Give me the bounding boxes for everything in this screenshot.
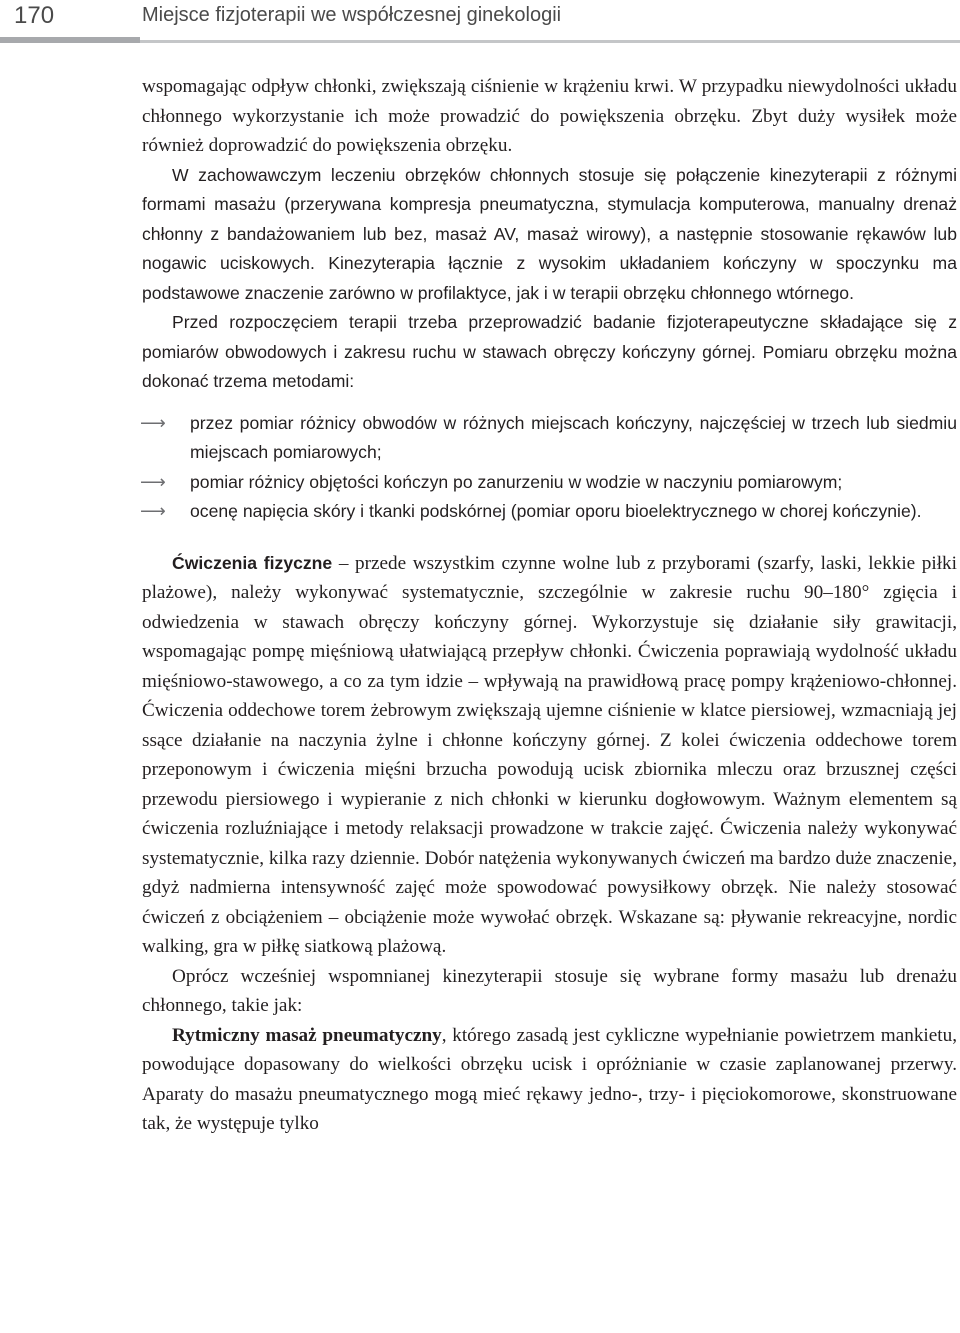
list-item-text: przez pomiar różnicy obwodów w różnych miejscach kończyny, najczęściej w trzech lub siedmiu miejscach pomiarowych; — [190, 412, 957, 462]
paragraph-1: wspomagając odpływ chłonki, zwiększają ciśnienie w krążeniu krwi. W przypadku niewydolności układu chłonnego wykorzystanie ich może prowadzić do powiększenia obrzęku. Zbyt duży wysiłek może również doprowadzić do powiększenia obrzęku. — [142, 76, 957, 156]
header-rule-thick — [0, 37, 140, 43]
page-header — [0, 0, 960, 44]
measurement-methods-list — [0, 409, 957, 527]
paragraph-3: Przed rozpoczęciem terapii trzeba przeprowadzić badanie fizjoterapeutyczne składające się z pomiarów obwodowych i zakresu ruchu w stawach obręczy kończyny górnej. Pomiaru obrzęku można dokonać trzema metodami: — [142, 312, 957, 391]
exercises-text: – przede wszystkim czynne wolne lub z przyborami (szarfy, laski, lekkie piłki plażowe), należy wykonywać systematycznie, szczególnie w zakresie ruchu 90–180° zgięcia i odwiedzenia w stawach obręczy kończyny górnej. Wykorzystuje się działanie siły grawitacji, wspomagając pompę mięśniową ułatwiającą przepływ chłonki. Ćwiczenia poprawiają wydolność układu mięśniowo-stawowego, a co za tym idzie – wpływają na prawidłową pracę pompy krążeniowo-chłonnej. Ćwiczenia oddechowe torem żebrowym zwiększają ujemne ciśnienie w klatce piersiowej, wzmacniają jej ssące działanie na naczynia żylne i chłonne kończyny górnej. Z kolei ćwiczenia oddechowe torem przeponowym i ćwiczenia mięśni brzucha powodują ucisk zbiornika mleczu oraz brzusznej części przewodu piersiowego i wypieranie z nich chłonki w kierunku dogłowowym. Ważnym elementem są ćwiczenia rozluźniające i metody relaksacji prowadzone w trakcie zajęć. Ćwiczenia należy wykonywać systematycznie, kilka razy dziennie. Dobór natężenia wykonywanych ćwiczeń ma bardzo duże znaczenie, gdyż nadmierna intensywność zajęć może spowodować powysiłkowy obrzęk. Nie należy stosować ćwiczeń z obciążeniem – obciążenie może wywołać obrzęk. Wskazane są: pływanie rekreacyjne, nordic walking, gra w piłkę siatkową plażową. — [142, 552, 957, 957]
list-item — [0, 409, 957, 468]
paragraph-2: W zachowawczym leczeniu obrzęków chłonnych stosuje się połączenie kinezyterapii z różnymi formami masażu (przerywana kompresja pneumatyczna, stymulacja komputerowa, manualny drenaż chłonny z bandażowaniem lub bez, masaż AV, masaż wirowy), a następnie stosowanie rękawów lub nogawic uciskowych. Kinezyterapia łącznie z wysokim układaniem kończyny w spoczynku ma podstawowe znaczenie zarówno w profilaktyce, jak i w terapii obrzęku chłonnego wtórnego. — [142, 164, 957, 303]
header-rule-thin — [140, 40, 960, 43]
paragraph-exercises — [142, 549, 957, 962]
list-item-text: pomiar różnicy objętości kończyn po zanurzeniu w wodzie w naczyniu pomiarowym; — [190, 471, 843, 492]
arrow-right-icon: ⟶ — [140, 501, 166, 522]
paragraph-pneumatic — [142, 1021, 957, 1139]
page-number: 170 — [14, 2, 55, 29]
arrow-right-icon: ⟶ — [140, 471, 166, 493]
paragraph-massage-forms: Oprócz wcześniej wspomnianej kinezyterapii stosuje się wybrane formy masażu lub drenażu chłonnego, takie jak: — [142, 965, 957, 1016]
page-content — [142, 72, 957, 1139]
pneumatic-text: , którego zasadą jest cykliczne wypełnianie powietrzem mankietu, powodujące dopasowany do wielkości obrzęku ucisk i opróżnianie w czasie zaplanowanej przerwy. Aparaty do masażu pneumatycznego mogą mieć rękawy jedno-, trzy- i pięciokomorowe, skonstruowane tak, że występuje tylko — [142, 1024, 957, 1134]
list-item-text: ocenę napięcia skóry i tkanki podskórnej (pomiar oporu bioelektrycznego w chorej kończynie). — [190, 501, 922, 521]
pneumatic-lead: Rytmiczny masaż pneumatyczny — [172, 1024, 442, 1046]
list-item — [0, 497, 957, 527]
list-item — [0, 468, 957, 498]
exercises-lead: Ćwiczenia fizyczne — [172, 552, 333, 573]
running-title: Miejsce fizjoterapii we współczesnej ginekologii — [142, 4, 562, 26]
arrow-right-icon: ⟶ — [140, 412, 166, 434]
